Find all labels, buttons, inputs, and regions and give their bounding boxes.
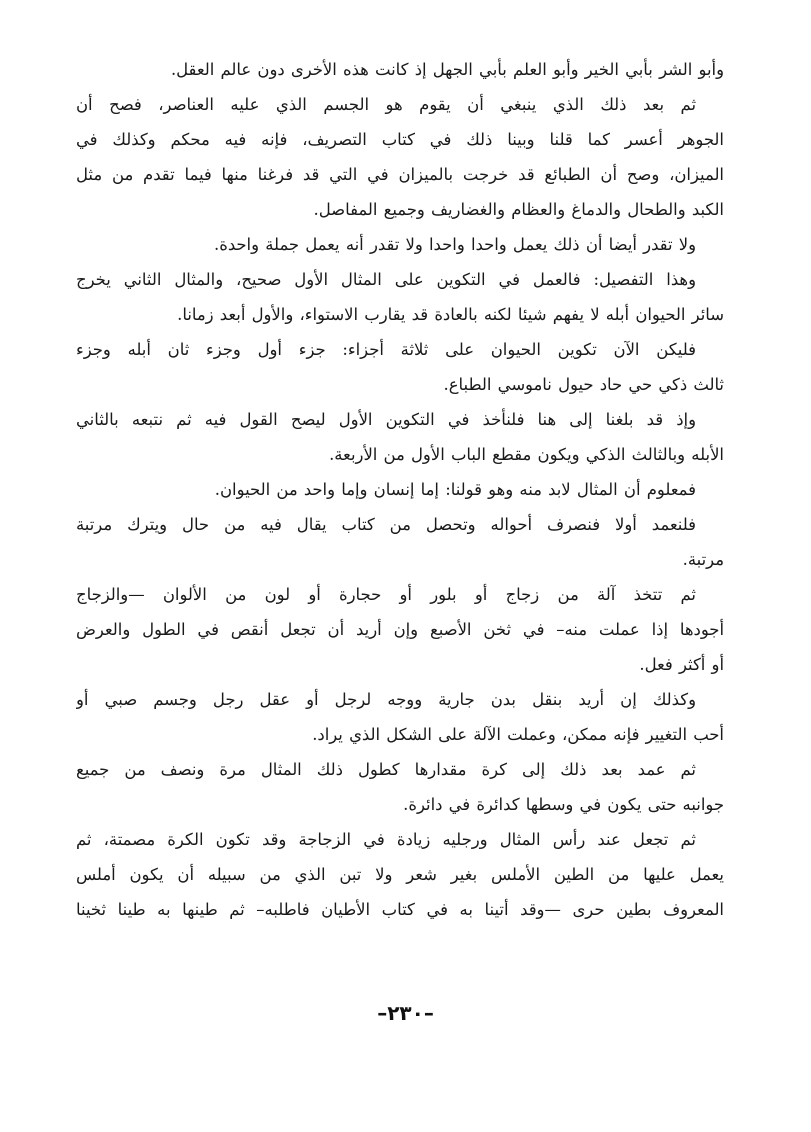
text-line: مرتبة. [682, 550, 724, 569]
text-line: وهذا التفصيل: فالعمل في التكوين على المثال الأول صحيح، والمثال الثاني يخرج [76, 270, 696, 289]
text-line: الميزان، وصح أن الطبائع قد خرجت بالميزان في التي قد فرغنا منها فيما تقدم من مثل [76, 165, 724, 184]
text-line: فليكن الآن تكوين الحيوان على ثلاثة أجزاء: جزء أول وجزء ثان أبله وجزء [76, 340, 696, 359]
text-line: فلنعمد أولا فنصرف أحواله وتحصل من كتاب يقال فيه من حال ويترك مرتبة [76, 515, 696, 534]
text-line: وإذ قد بلغنا إلى هنا فلنأخذ في التكوين الأول ليصح القول فيه ثم نتبعه بالثاني [76, 410, 696, 429]
text-line: فمعلوم أن المثال لابد منه وهو قولنا: إما إنسان وإما واحد من الحيوان. [214, 480, 696, 499]
text-line: وكذلك إن أريد بنقل بدن جارية ووجه لرجل أو عقل رجل وجسم صبي أو [76, 690, 696, 709]
text-line: أحب التغيير فإنه ممكن، وعملت الآلة على الشكل الذي يراد. [312, 725, 724, 744]
text-line: ثم تجعل عند رأس المثال ورجليه زيادة في الزجاجة وقد تكون الكرة مصمتة، ثم [76, 830, 696, 849]
text-line: أجودها إذا عملت منه– في ثخن الأصبع وإن أريد أن تجعل أنقص في الطول والعرض [76, 620, 724, 639]
text-line: ثالث ذكي حي حاد حيول ناموسي الطباع. [443, 375, 724, 394]
text-line: ثم عمد بعد ذلك إلى كرة مقدارها كطول ذلك المثال مرة ونصف من جميع [76, 760, 696, 779]
text-line: الجوهر أعسر كما قلنا وبينا ذلك في كتاب التصريف، فإنه فيه محكم وكذلك في [76, 130, 724, 149]
page-number: –٢٣٠– [377, 1001, 434, 1025]
text-line: يعمل عليها من الطين الأملس بغير شعر ولا تبن الذي من سبيله أن يكون أملس [76, 865, 724, 884]
text-line: ولا تقدر أيضا أن ذلك يعمل واحدا واحدا ولا تقدر أنه يعمل جملة واحدة. [214, 235, 696, 254]
text-line: جوانبه حتى يكون في وسطها كدائرة في دائرة. [403, 795, 724, 814]
text-line: ثم تتخذ آلة من زجاج أو بلور أو حجارة أو لون من الألوان —والزجاج [76, 585, 696, 604]
text-line: المعروف بطين حرى —وقد أتينا به في كتاب الأطيان فاطلبه– ثم طينها به طينا ثخينا [76, 900, 724, 919]
text-line: أو أكثر فعل. [639, 655, 724, 674]
text-line: الكبد والطحال والدماغ والعظام والغضاريف وجميع المفاصل. [313, 200, 724, 219]
text-line: سائر الحيوان أبله لا يفهم شيئا لكنه بالعادة قد يقارب الاستواء، والأول أبعد زمانا. [177, 305, 724, 324]
text-line: وأبو الشر بأبي الخير وأبو العلم بأبي الجهل إذ كانت هذه الأخرى دون عالم العقل. [170, 60, 724, 79]
text-line: الأبله وبالثالث الذكي ويكون مقطع الباب الأول من الأربعة. [329, 445, 724, 464]
text-line: ثم بعد ذلك الذي ينبغي أن يقوم هو الجسم الذي عليه العناصر، فصح أن [76, 95, 696, 114]
body-text [76, 52, 724, 927]
